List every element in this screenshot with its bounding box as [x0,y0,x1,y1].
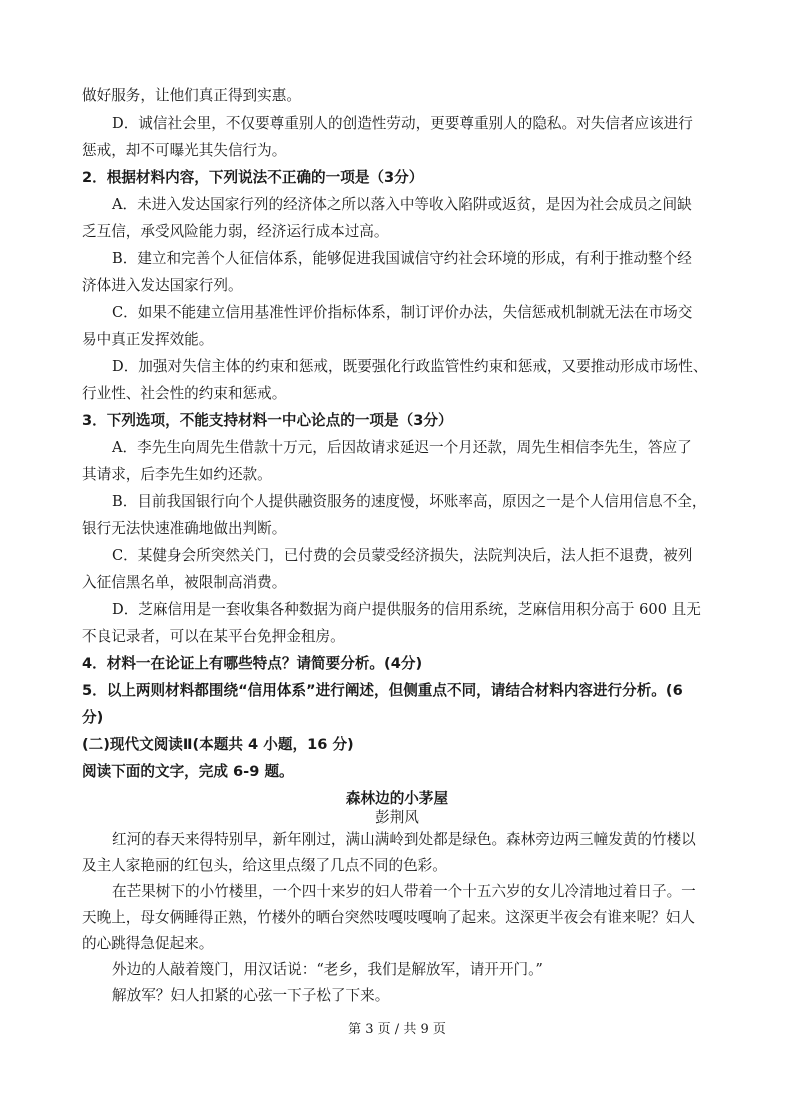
option-c-line: C．某健身会所突然关门，已付费的会员蒙受经济损失，法院判决后，法人拒不退费，被列 [112,547,693,564]
text-line: 乏互信，承受风险能力弱，经济运行成本过高。 [82,223,389,240]
story-paragraph: 外边的人敲着篾门，用汉话说：“老乡，我们是解放军，请开开门。” [112,961,543,978]
question-2: 2．根据材料内容，下列说法不正确的一项是（3分） [82,169,424,186]
option-b-line: B．目前我国银行向个人提供融资服务的速度慢，坏账率高，原因之一是个人信用信息不全， [112,493,707,510]
option-a-line: A．未进入发达国家行列的经济体之所以落入中等收入陷阱或返贫，是因为社会成员之间缺 [112,196,692,213]
section-heading: (二)现代文阅读Ⅱ(本题共 4 小题，16 分) [82,736,354,753]
question-5-cont: 分) [82,709,104,726]
text-line: 易中真正发挥效能。 [82,331,214,348]
text-line: 的心跳得急促起来。 [82,935,214,952]
text-line: 惩戒，却不可曝光其失信行为。 [82,142,287,159]
option-a-line: A．李先生向周先生借款十万元，后因故请求延迟一个月还款，周先生相信李先生，答应了 [112,439,692,456]
reading-instruction: 阅读下面的文字，完成 6-9 题。 [82,763,294,780]
question-5: 5．以上两则材料都围绕“信用体系”进行阐述，但侧重点不同，请结合材料内容进行分析。(6 [82,682,683,699]
page-footer: 第 3 页 / 共 9 页 [348,1022,446,1037]
text-line: 行业性、社会性的约束和惩戒。 [82,385,287,402]
question-3: 3．下列选项，不能支持材料一中心论点的一项是（3分） [82,412,453,429]
text-line: 做好服务，让他们真正得到实惠。 [82,87,301,104]
question-4: 4．材料一在论证上有哪些特点？请简要分析。(4分) [82,655,423,672]
text-line: 济体进入发达国家行列。 [82,277,243,294]
story-paragraph: 红河的春天来得特别早，新年刚过，满山满岭到处都是绿色。森林旁边两三幢发黄的竹楼以 [112,831,696,848]
story-title: 森林边的小茅屋 [345,790,449,807]
text-line: 银行无法快速准确地做出判断。 [82,520,287,537]
text-line: 入征信黑名单，被限制高消费。 [82,574,287,591]
story-paragraph: 解放军？妇人扣紧的心弦一下子松了下来。 [112,987,390,1004]
story-author: 彭荆风 [375,809,419,826]
option-d-line: D．芝麻信用是一套收集各种数据为商户提供服务的信用系统，芝麻信用积分高于 600 且无 [112,601,701,618]
text-line: 其请求，后李先生如约还款。 [82,466,272,483]
option-c-line: C．如果不能建立信用基准性评价指标体系，制订评价办法，失信惩戒机制就无法在市场交 [112,304,693,321]
story-paragraph: 在芒果树下的小竹楼里，一个四十来岁的妇人带着一个十五六岁的女儿冷清地过着日子。一 [112,883,696,900]
option-d-line: D．诚信社会里，不仅要尊重别人的创造性劳动，更要尊重别人的隐私。对失信者应该进行 [112,115,693,132]
text-line: 及主人家艳丽的红包头，给这里点缀了几点不同的色彩。 [82,857,447,874]
option-b-line: B．建立和完善个人征信体系，能够促进我国诚信守约社会环境的形成，有利于推动整个经 [112,250,692,267]
text-line: 天晚上，母女俩睡得正熟，竹楼外的晒台突然吱嘎吱嘎响了起来。这深更半夜会有谁来呢？妇人 [82,909,695,926]
text-line: 不良记录者，可以在某平台免押金租房。 [82,628,345,645]
option-d-line: D．加强对失信主体的约束和惩戒，既要强化行政监管性约束和惩戒，又要推动形成市场性、 [112,358,708,375]
